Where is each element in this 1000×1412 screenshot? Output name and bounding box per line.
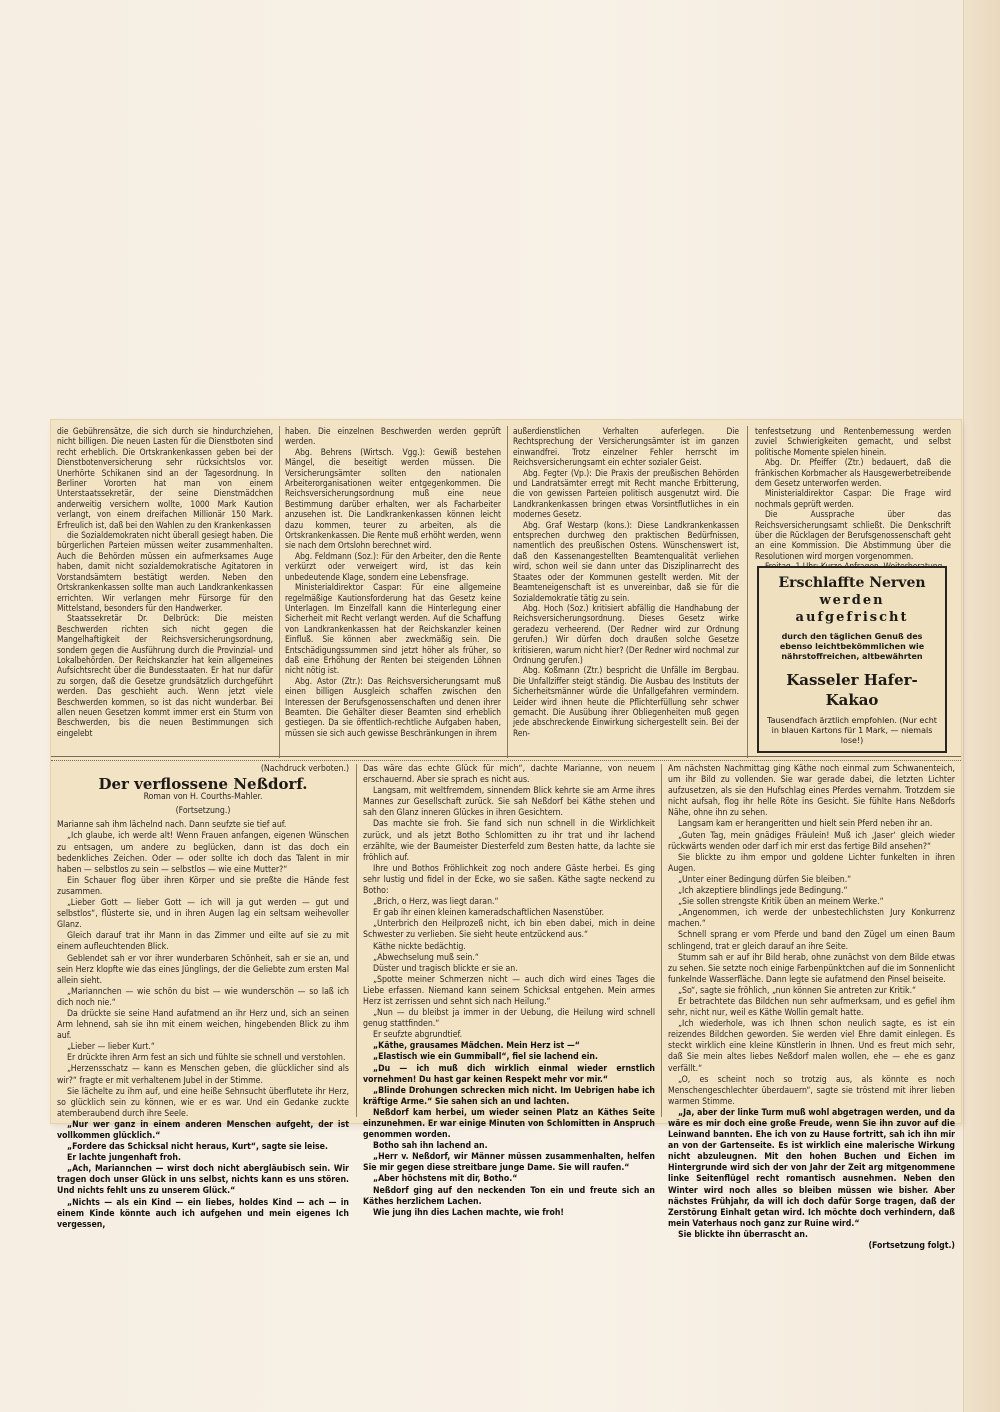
novel-paragraph: Gleich darauf trat ihr Mann in das Zimmer und eilte auf sie zu mit einem aufleuchtenden Blick.	[57, 931, 349, 953]
novel-paragraph: „Brich, o Herz, was liegt daran.“	[373, 897, 499, 908]
novel-paragraph: „Guten Tag, mein gnädiges Fräulein! Muß ich ‚Jaser‘ gleich wieder rückwärts wenden oder darf ich mir erst das fertige Bild ansehen?“	[668, 830, 955, 852]
novel-continuation-label: (Fortsetzung.)	[175, 806, 231, 817]
report-paragraph: außerdienstlichen Verhalten auferlegen. Die Rechtsprechung der Versicherungsämter ist im ganzen einwandfrei. Trotz einzelner Fehler herrscht im Reichsversicherungsamt ein echter sozialer Geist.	[513, 426, 739, 468]
novel-paragraph: „Lieber Gott — lieber Gott — ich will ja gut werden — gut und selbstlos“, flüsterte sie, und in ihren Augen lag ein seltsam weihevoller Glanz.	[57, 898, 349, 931]
novel-paragraph: „Nichts — als ein Kind — ein liebes, holdes Kind — ach — in einem Kinde könnte auch ich aufgehen und mein eigenes Ich vergessen,	[57, 1197, 349, 1230]
report-paragraph: Abg. Fegter (Vp.): Die Praxis der preußischen Behörden und Landratsämter erregt mit Recht manche Erbitterung, die von gewissen Parteien politisch ausgenutzt wird. Die Landkrankenkassen bringen etwas Vorsintflutliches in ein modernes Gesetz.	[513, 467, 739, 520]
report-paragraph: Abg. Behrens (Wirtsch. Vgg.): Gewiß bestehen Mängel, die beseitigt werden müssen. Die Versicherungsämter sollten den nationalen Arbeiterorganisationen weiter entgegenkommen. Die Reichsversicherungsordnung muß eine neue Bestimmung darüber erhalten, wer als Facharbeiter anzusehen ist. Die Landkrankenkassen können leicht dazu kommen, teurer zu arbeiten, als die Ortskrankenkassen. Die Rente muß erhöht werden, wenn sie nach dem Ortslohn berechnet wird.	[285, 446, 501, 551]
novel-title: Der verflossene Neßdorf.	[98, 775, 308, 794]
reprint-note: (Nachdruck verboten.)	[260, 764, 349, 774]
novel-paragraph: „Mariannchen — wie schön du bist — wie wunderschön — so laß ich dich noch nie.“	[57, 986, 349, 1008]
novel-column-2	[363, 764, 655, 1218]
novel-paragraph: Sie blickte ihn überrascht an.	[678, 1229, 808, 1240]
novel-paragraph: „Sie sollen strengste Kritik üben an meinem Werke.“	[678, 897, 884, 908]
report-paragraph: Abg. Hoch (Soz.) kritisiert abfällig die Handhabung der Reichsversicherungsordnung. Dieses Gesetz wirke geradezu verheerend. (Der Redner wird zur Ordnung gerufen.) Wir dürfen doch draußen solche Gesetze kritisieren, warum nicht hier? (Der Redner wird nochmal zur Ordnung gerufen.)	[513, 602, 739, 665]
ad-small-print: Tausendfach ärztlich empfohlen. (Nur echt in blauen Kartons für 1 Mark, — niemals lose!)	[767, 716, 937, 745]
novel-paragraph: Düster und tragisch blickte er sie an.	[373, 963, 518, 974]
novel-paragraph: Er seufzte abgrundtief.	[373, 1030, 463, 1041]
report-paragraph: Ministerialdirektor Caspar: Für eine allgemeine regelmäßige Kautionsforderung hat das Gesetz keine Unterlagen. Im Einzelfall kann die Hinterlegung einer Sicherheit mit Recht verlangt werden. Auf die Schaffung von Landkrankenkassen hat der Reichskanzler keinen Einfluß. Sie können aber zweckmäßig sein. Die Entschädigungssummen sind jetzt höher als früher, so daß eine Erhöhung der Renten bei steigenden Löhnen nicht nötig ist.	[285, 582, 501, 676]
report-paragraph: Abg. Feldmann (Soz.): Für den Arbeiter, den die Rente verkürzt oder verweigert wird, ist das kein unbedeutende Klage, sondern eine Lebensfrage.	[285, 550, 501, 582]
report-paragraph: Abg. Dr. Pfeiffer (Ztr.) bedauert, daß die fränkischen Korbmacher als Hausgewerbetreibende dem Gesetz unterworfen werden.	[755, 457, 951, 489]
novel-paragraph: „Ich glaube, ich werde alt! Wenn Frauen anfangen, eigenen Wünschen zu entsagen, um andere zu beglücken, dann ist das doch ein bedenkliches Zeichen. Oder — oder sollte ich doch das Talent in mir haben — selbstlos zu sein — selbstlos — wie eine Mutter?“	[57, 831, 349, 875]
novel-paragraph: Sie blickte zu ihm empor und goldene Lichter funkelten in ihren Augen.	[668, 852, 955, 874]
novel-paragraph: „Ich akzeptiere blindlings jede Bedingung.“	[678, 886, 848, 897]
novel-paragraph: „Du — ich muß dich wirklich einmal wieder ernstlich vornehmen! Du hast gar keinen Respekt mehr vor mir.“	[363, 1063, 655, 1085]
novel-paragraph: Käthe nickte bedächtig.	[373, 941, 466, 952]
report-paragraph: Staatssekretär Dr. Delbrück: Die meisten Beschwerden richten sich nicht gegen die Mangelhaftigkeit der Reichsversicherungsordnung, sondern gegen die Ausführung durch die Provinzial- und Lokalbehörden. Der Reichskanzler hat kein allgemeines Aufsichtsrecht über die Bundesstaaten. Er hat nur dafür zu sorgen, daß die Gesetze grundsätzlich durchgeführt werden. Das geschieht auch. Wenn jetzt viele Beschwerden kommen, so ist das nicht wunderbar. Bei allen neuen Gesetzen kommt immer erst ein Sturm von Beschwerden, bis die neuen Bestimmungen sich eingelebt	[57, 613, 273, 738]
novel-paragraph: Ein Schauer flog über ihren Körper und sie preßte die Hände fest zusammen.	[57, 875, 349, 897]
ad-product-name: Kasseler Hafer-Kakao	[786, 671, 918, 709]
novel-paragraph: „Unterbrich den Heilprozeß nicht, ich bin eben dabei, mich in deine Schwester zu verlieben. Sie sieht heute entzückend aus.“	[363, 919, 655, 941]
report-paragraph: die Sozialdemokraten nicht überall gesiegt haben. Die bürgerlichen Parteien müssen weiter zusammenhalten. Auch die Behörden müssen ein aufmerksames Auge haben, damit nicht sozialdemokratische Agitatoren in Vorstandsämtern bestätigt werden. Neben den Ortskrankenkassen sollte man auch Landkrankenkassen errichten. Wir verlangen mehr Fürsorge für den Mittelstand, besonders für den Handwerker.	[57, 530, 273, 613]
novel-paragraph: „Unter einer Bedingung dürfen Sie bleiben.“	[678, 874, 852, 885]
report-column-3	[513, 426, 739, 758]
novel-paragraph: „Elastisch wie ein Gummiball“, fiel sie lachend ein.	[373, 1052, 598, 1063]
novel-paragraph: Geblendet sah er vor ihrer wunderbaren Schönheit, sah er sie an, und sein Herz klopfte wie das eines Jünglings, der die Geliebte zum ersten Mal allein sieht.	[57, 953, 349, 986]
novel-paragraph: Er drückte ihren Arm fest an sich und fühlte sie schnell und verstohlen.	[67, 1053, 346, 1064]
report-paragraph: Die Aussprache über das Reichsversicherungsamt schließt. Die Denkschrift über die Rücklagen der Berufsgenossenschaft geht an eine Kommission. Die Abstimmung über die Resolutionen wird morgen vorgenommen.	[755, 509, 951, 561]
novel-paragraph: „Nun — du bleibst ja immer in der Uebung, die Heilung wird schnell genug stattfinden.“	[363, 1008, 655, 1030]
novel-paragraph: „Herr v. Neßdorf, wir Männer müssen zusammenhalten, helfen Sie mir gegen diese streitbare junge Dame. Sie will raufen.“	[363, 1152, 655, 1174]
novel-paragraph: Das wäre das echte Glück für mich“, dachte Marianne, von neuem erschauernd. Aber sie sprach es nicht aus.	[363, 764, 655, 786]
report-column-2	[285, 426, 501, 758]
column-rule	[356, 764, 357, 1117]
section-divider	[51, 756, 961, 761]
novel-paragraph: Ihre und Bothos Fröhlichkeit zog noch andere Gäste herbei. Es ging sehr lustig und fidel in der Ecke, wo sie saßen. Käthe sagte neckend zu Botho:	[363, 863, 655, 897]
novel-paragraph: Er lachte jungenhaft froh.	[67, 1153, 181, 1164]
novel-paragraph: „Ich wiederhole, was ich Ihnen schon neulich sagte, es ist ein reizendes Bildchen geworden. Sie werden viel Ehre damit einlegen. Es steckt wirklich eine kleine Künstlerin in Ihnen. Und es freut mich sehr, daß Sie mein altes liebes Neßdorf malen wollen, ehe — ehe es ganz verfällt.“	[668, 1019, 955, 1074]
novel-column-3	[668, 764, 955, 1252]
report-paragraph: Abg. Graf Westarp (kons.): Diese Landkrankenkassen entsprechen durchweg den praktischen Bedürfnissen, namentlich des preußischen Ostens. Wünschenswert ist, daß den Kassenangestellten Beamtenqualität verliehen wird, schon weil sie dann unter das Disziplinarrecht des Staates oder der Kommunen gestellt werden. Mit der Beamteneigenschaft ist es unvereinbar, daß sie für die Sozialdemokratie tätig zu sein.	[513, 519, 739, 603]
report-paragraph: die Gebührensätze, die sich durch sie hindurchziehen, nicht billigen. Die neuen Lasten für die Dienstboten sind recht erheblich. Die Ortskrankenkassen geben bei der Dienstbotenversicherung sehr rücksichtslos vor. Unerhörte Schikanen sind an der Tagesordnung. In Berliner Vororten hat man von einem Unterstaatssekretär, der seine Dienstmädchen anderweitig versichern wollte, 1000 Mark Kaution verlangt, von einem dreifachen Millionär 150 Mark. Erfreulich ist, daß bei den Wahlen zu den Krankenkassen	[57, 426, 273, 530]
novel-paragraph: „Abwechselung muß sein.“	[373, 952, 479, 963]
ad-text: durch den täglichen Genuß des ebenso leichtbekömmlichen wie nährstoffreichen, altbewährten	[779, 632, 925, 661]
novel-paragraph: „Nur wer ganz in einem anderen Menschen aufgeht, der ist vollkommen glücklich.“	[57, 1119, 349, 1141]
novel-paragraph: Das machte sie froh. Sie fand sich nun schnell in die Wirklichkeit zurück, und als jetzt Botho Schlomitten zu ihr trat und ihr lachend erzählte, wie der Baumeister Diesterfeld zum Besten hatte, da lachte sie fröhlich auf.	[363, 819, 655, 863]
novel-paragraph: „Fordere das Schicksal nicht heraus, Kurt“, sagte sie leise.	[67, 1142, 328, 1153]
column-rule	[279, 426, 280, 758]
report-column-4	[755, 426, 951, 562]
novel-paragraph: Schnell sprang er vom Pferde und band den Zügel um einen Baum schlingend, trat er gleich darauf an ihre Seite.	[668, 930, 955, 952]
novel-paragraph: „Käthe, grausames Mädchen. Mein Herz ist —“	[373, 1041, 580, 1052]
novel-paragraph: „Angenommen, ich werde der unbestechlichsten Jury Konkurrenz machen.“	[668, 908, 955, 930]
report-paragraph: tenfestsetzung und Rentenbemessung werden zuviel Schwierigkeiten gemacht, und selbst politische Momente spielen hinein.	[755, 426, 951, 457]
report-paragraph: haben. Die einzelnen Beschwerden werden geprüft werden.	[285, 426, 501, 447]
ad-headline-2: werden aufgefrischt	[795, 593, 909, 625]
ad-headline: Erschlaffte Nerven	[778, 575, 926, 591]
novel-footer: (Fortsetzung folgt.)	[868, 1241, 955, 1252]
novel-paragraph: „So“, sagte sie fröhlich, „nun können Sie antreten zur Kritik.“	[678, 985, 917, 996]
novel-paragraph: „Lieber — lieber Kurt.“	[67, 1042, 155, 1053]
report-column-1	[57, 426, 273, 758]
novel-column-1	[57, 764, 349, 1230]
novel-section	[57, 764, 955, 1252]
advertisement-box	[757, 566, 947, 753]
novel-paragraph: „Blinde Drohungen schrecken mich nicht. Im Uebrigen habe ich kräftige Arme.“ Sie sahen sich an und lachten.	[363, 1085, 655, 1107]
novel-paragraph: Stumm sah er auf ihr Bild herab, ohne zunächst von dem Bilde etwas zu sehen. Sie setzte noch einige Farbenpünktchen auf die im Sonnenlicht funkelnde Wasserfläche. Dann legte sie aufatmend den Pinsel beiseite.	[668, 952, 955, 985]
novel-paragraph: „Herzensschatz — kann es Menschen geben, die glücklicher sind als wir?“ fragte er mit verhaltenem Jubel in der Stimme.	[57, 1064, 349, 1086]
novel-paragraph: Er gab ihr einen kleinen kameradschaftlichen Nasenstüber.	[373, 908, 605, 919]
scan-edge-strip	[963, 0, 1000, 1412]
novel-paragraph: Neßdorf kam herbei, um wieder seinen Platz an Käthes Seite einzunehmen. Er war einige Minuten von Schlomitten in Anspruch genommen worden.	[363, 1107, 655, 1141]
column-rule	[747, 426, 748, 758]
report-paragraph: Ministerialdirektor Caspar: Die Frage wird nochmals geprüft werden.	[755, 488, 951, 509]
novel-paragraph: Wie jung ihn dies Lachen machte, wie froh!	[373, 1207, 564, 1218]
novel-paragraph: „Aber höchstens mit dir, Botho.“	[373, 1174, 518, 1185]
novel-paragraph: Marianne sah ihm lächelnd nach. Dann seufzte sie tief auf.	[57, 820, 287, 831]
novel-author: Roman von H. Courths-Mahler.	[143, 792, 263, 803]
column-rule	[661, 764, 662, 1117]
novel-paragraph: „O, es scheint noch so trotzig aus, als könnte es noch Menschengeschlechter überdauern“, sagte sie tröstend mit ihrer lieben warmen Stimme.	[668, 1074, 955, 1107]
novel-paragraph: Langsam, mit weltfremdem, sinnendem Blick kehrte sie am Arme ihres Mannes zur Gesellschaft zurück. Sie sah Neßdorf bei Käthe stehen und sah den Glanz inneren Glückes in ihren Gesichtern.	[363, 786, 655, 819]
newspaper-clipping	[51, 420, 961, 1252]
report-paragraph: Abg. Koßmann (Ztr.) bespricht die Unfälle im Bergbau. Die Unfallziffer steigt ständig. Die Ausbau des Instituts der Sicherheitsmänner würde die Unfallgefahren vermindern. Leider wird ihnen heute die Pflichterfüllung sehr schwer gemacht. Die Ausübung ihrer Obliegenheiten muß gegen jede abschreckende Einwirkung sichergestellt sein. Bei der Ren-	[513, 665, 739, 738]
novel-paragraph: „Spotte meiner Schmerzen nicht — auch dich wird eines Tages die Liebe erfassen. Niemand kann seinem Schicksal entgehen. Mein armes Herz ist zerrissen und sehnt sich nach Heilung.“	[363, 974, 655, 1007]
novel-paragraph: Langsam kam er herangeritten und hielt sein Pferd neben ihr an.	[678, 819, 933, 830]
parliament-report	[57, 426, 955, 758]
novel-paragraph: Er betrachtete das Bildchen nun sehr aufmerksam, und es gefiel ihm sehr, nicht nur, weil es Käthe Wollin gemalt hatte.	[668, 996, 955, 1019]
novel-paragraph: Am nächsten Nachmittag ging Käthe noch einmal zum Schwanenteich, um ihr Bild zu vollenden. Sie war gerade dabei, die letzten Lichter aufzusetzen, als sie den Hufschlag eines Pferdes vernahm. Trotzdem sie nicht aufsah, flog ihr helle Röte ins Gesicht. Sie fühlte Hans Neßdorfs Nähe, ohne ihn zu sehen.	[668, 764, 955, 819]
novel-paragraph: Sie lächelte zu ihm auf, und eine heiße Sehnsucht überflutete ihr Herz, so glücklich sein zu können, wie er es war. Und ein Gedanke zuckte atemberaubend durch ihre Seele.	[57, 1086, 349, 1119]
column-rule	[507, 426, 508, 758]
novel-paragraph: „Ja, aber der linke Turm muß wohl abgetragen werden, und da wäre es mir doch eine große Freude, wenn Sie ihn zuvor auf die Leinwand bannten. Ehe ich von zu Hause fortritt, sah ich ihn mir an von der Gartenseite. Es ist wirklich eine malerische Wirkung nicht abzuleugnen. Mit den hohen Buchen und Eichen im Hintergrunde wird sich der von Jahr der Zeit arg mitgenommene linke Seitenflügel recht romantisch ausnehmen. Neben den Winter wird noch alles so bleiben müssen wie bisher. Aber nächstes Frühjahr, da will ich doch dafür Sorge tragen, daß der Zerstörung Einhalt getan wird. Ich möchte doch verhindern, daß mein Vaterhaus noch ganz zur Ruine wird.“	[668, 1107, 955, 1229]
novel-paragraph: „Ach, Mariannchen — wirst doch nicht abergläubisch sein. Wir tragen doch unser Glück in uns selbst, nichts kann es uns stören. Und nichts fehlt uns zu unserem Glück.“	[57, 1164, 349, 1197]
novel-paragraph: Neßdorf ging auf den neckenden Ton ein und freute sich an Käthes herzlichem Lachen.	[363, 1185, 655, 1207]
novel-paragraph: Botho sah ihn lachend an.	[373, 1141, 488, 1152]
novel-paragraph: Da drückte sie seine Hand aufatmend an ihr Herz und, sich an seinen Arm lehnend, sah sie ihn mit einem weichen, hingebenden Blick zu ihm auf.	[57, 1008, 349, 1042]
report-paragraph: Abg. Astor (Ztr.): Das Reichsversicherungsamt muß einen billigen Ausgleich schaffen zwischen den Interessen der Berufsgenossenschaften und denen ihrer Beamten. Die Gehälter dieser Beamten sind erheblich gestiegen. Da sie öffentlich-rechtliche Aufgaben haben, müssen sie sich auch gewisse Beschränkungen in ihrem	[285, 675, 501, 738]
